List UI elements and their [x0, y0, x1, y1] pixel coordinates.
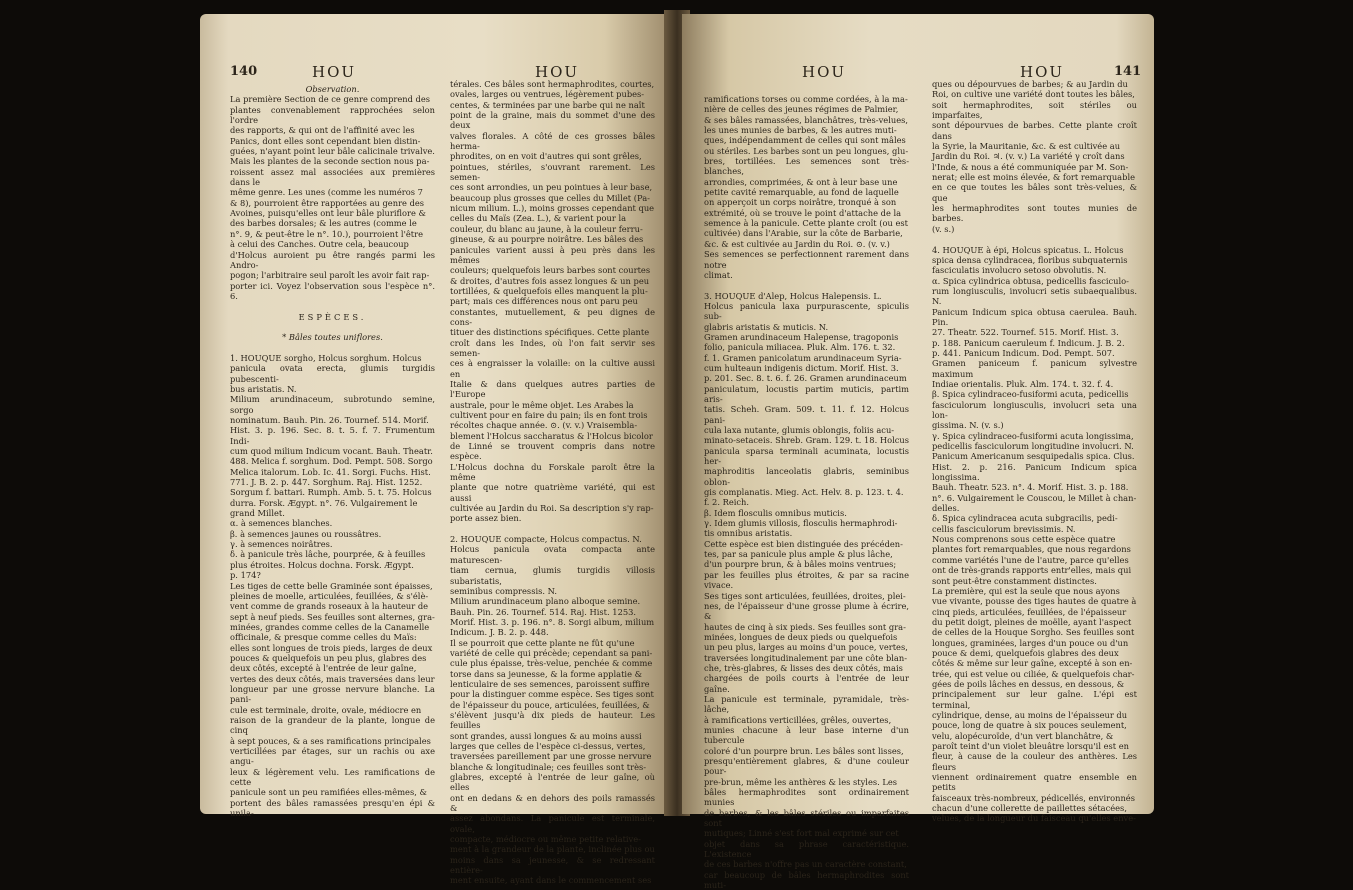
text-line: pouce, long de quatre à six pouces seulement,: [932, 720, 1127, 731]
text-line: tituer des distinctions spécifiques. Cette plante: [450, 327, 650, 338]
text-line: ment ensuite, ayant dans le commencement ses: [450, 875, 652, 886]
text-line: pouce & demi, quelquefois glabres des deux: [932, 647, 1119, 658]
text-line: Mais les plantes de la seconde section nous pa-: [230, 156, 430, 167]
text-line: s'élèvent jusqu'à dix pieds de hauteur. Les feuilles: [450, 709, 655, 731]
text-line: fasciculorum longiusculis, involucri seta una lon-: [932, 399, 1137, 420]
text-line: n°. 9, & peut-être le n°. 10.), pourroient l'être: [230, 228, 423, 239]
text-line: p. 174?: [230, 570, 261, 581]
text-line: gis complanatis. Mieg. Act. Helv. 8. p. 123. t. 4.: [704, 487, 904, 498]
text-line: glabris aristatis & muticis. N.: [704, 321, 829, 332]
text-line: nominatum. Bauh. Pin. 26. Tournef. 514. Morif.: [230, 415, 429, 425]
text-line: Indicum. J. B. 2. p. 448.: [450, 627, 549, 638]
text-line: minées, longues de deux pieds ou quelquefois: [704, 631, 898, 642]
text-line: L'Holcus dochna du Forskale paroît être la même: [450, 461, 655, 483]
text-line: cule est terminale, droite, ovale, médiocre en: [230, 704, 422, 715]
text-line: centes, & terminées par une barbe qui ne naît: [450, 99, 645, 110]
text-line: ces à engraisser la volaille: on la cultive aussi en: [450, 358, 655, 379]
text-line: Les tiges de cette belle Graminée sont épaisses,: [230, 580, 433, 591]
text-line: longues, graminées, larges d'un pouce ou d'un: [932, 637, 1129, 648]
text-line: cultivée au Jardin du Roi. Sa description s'y rap-: [450, 503, 654, 514]
text-line: pouces & quelquefois un peu plus, glabres des: [230, 652, 427, 663]
text-column-2: [932, 79, 1137, 824]
text-line: La première Section de ce genre comprend des: [230, 94, 431, 105]
text-line: tiam cernua, glumis turgidis villosis subaristatis,: [450, 565, 655, 586]
text-line: Panicum Americanum sesquipedalis spica. Clus.: [932, 451, 1135, 462]
text-line: traversées pareillement par une grosse nervure: [450, 751, 652, 762]
text-line: porte assez bien.: [450, 513, 522, 524]
text-line: verticillées par étages, sur un rachis ou axe angu-: [230, 746, 435, 767]
text-line: Ses tiges sont articulées, feuillées, droites, plei-: [704, 590, 906, 601]
text-line: variété de celle qui précède; cependant sa pani-: [450, 647, 653, 658]
text-line: faisceaux très-nombreux, pédicellés, environnés: [932, 792, 1135, 803]
text-line: principalement sur leur gaîne. L'épi est terminal,: [932, 689, 1137, 710]
text-line: δ. à panicule très lâche, pourprée, & à feuilles: [230, 549, 426, 560]
text-line: côtés & même sur leur gaîne, excepté à son en-: [932, 658, 1133, 669]
text-line: panicule sont un peu ramifiées elles-mêmes, &: [230, 787, 427, 798]
text-line: extrémité, où se trouve le point d'attache de la: [704, 207, 902, 218]
text-line: nière de celles des jeunes régimes de Palmier,: [704, 104, 899, 115]
text-line: ovales, larges ou ventrues, légèrement pubes-: [450, 89, 645, 100]
text-line: cum quod milium Indicum vocant. Bauh. Theatr.: [230, 446, 433, 457]
text-line: portent des bâles ramassées presqu'en épi & unila-: [230, 797, 435, 819]
text-line: gissima. N. (v. s.): [932, 420, 1004, 431]
text-line: de celles de la Houque Sorgho. Ses feuilles sont: [932, 627, 1135, 638]
text-line: viennent ordinairement quatre ensemble en petits: [932, 772, 1137, 793]
text-line: leux & légèrement velu. Les ramifications de cette: [230, 766, 435, 788]
text-line: couleurs; quelquefois leurs barbes sont courtes: [450, 265, 651, 276]
text-line: La panicule est terminale, pyramidale, très-lâche,: [704, 693, 909, 715]
text-line: ont de très-grands rapports entr'elles, mais qui: [932, 565, 1132, 576]
text-line: petite cavité remarquable, au fond de laquelle: [704, 187, 899, 198]
text-line: cellis fasciculorum brevissimis. N.: [932, 523, 1076, 534]
text-line: cylindrique, dense, au moins de l'épaisseur du: [932, 709, 1128, 720]
text-line: delles.: [932, 503, 960, 514]
running-header: HOU: [1020, 63, 1065, 81]
text-line: Avoines, puisqu'elles ont leur bâle pluriflore &: [230, 208, 426, 219]
text-line: australe, pour le même objet. Les Arabes la: [450, 399, 634, 410]
text-line: α. Spica cylindrica obtusa, pedicellis fasciculo-: [932, 275, 1129, 286]
text-line: Roi, on cultive une variété dont toutes les bâles,: [932, 89, 1135, 100]
text-line: pleines de moelle, articulées, feuillées, & s'élè-: [230, 590, 429, 601]
text-line: γ. Spica cylindraceo-fusiformi acuta longissima,: [932, 430, 1134, 441]
text-line: [230, 343, 435, 353]
text-line: raison de la grandeur de la plante, longue de cinq: [230, 714, 435, 736]
text-line: on apperçoit un corps noirâtre, tronqué à son: [704, 197, 897, 208]
text-line: même genre. Les unes (comme les numéros 7: [230, 187, 423, 198]
text-line: 3. HOUQUE d'Alep, Holcus Halepensis. L.: [704, 290, 882, 301]
text-line: spica densa cylindracea, floribus subquaternis: [932, 254, 1128, 265]
text-line: compacte, médiocre ou même petite relative-: [450, 834, 641, 845]
text-line: sont grandes, aussi longues & au moins aussi: [450, 730, 642, 741]
text-line: de Linné se trouvent compris dans notre espèce.: [450, 441, 655, 462]
text-line: 1. HOUQUE sorgho, Holcus sorghum. Holcus: [230, 352, 422, 363]
text-line: ESPÈCES.: [298, 311, 367, 322]
text-line: objet dans sa phrase caractéristique. L'existence: [704, 838, 909, 860]
text-line: Panicum Indicum spica obtusa caerulea. Bauh. Pin.: [932, 306, 1137, 327]
text-line: gineuse, & au pourpre noirâtre. Les bâles des: [450, 234, 644, 245]
text-line: lenticulaire de ses semences, paroissent suffire: [450, 678, 650, 689]
text-line: Hist. 2. p. 216. Panicum Indicum spica longissima.: [932, 461, 1137, 483]
text-line: tes, par sa panicule plus ample & plus lâche,: [704, 549, 893, 560]
text-line: plantes convenablement rapprochées selon l'ordre: [230, 104, 435, 126]
right-page: [682, 14, 1154, 890]
text-line: α. à semences blanches.: [230, 518, 333, 529]
text-line: Panics, dont elles sont cependant bien distin-: [230, 135, 421, 146]
text-line: n°. 6. Vulgairement le Couscou, le Millet à chan-: [932, 492, 1137, 503]
text-line: constantes, mutuellement, & peu dignes de cons-: [450, 306, 655, 327]
text-line: folio, panicula miliacea. Pluk. Alm. 176. t. 32.: [704, 342, 896, 353]
text-line: chargées de poils courts à l'entrée de leur gaîne.: [704, 673, 909, 694]
text-line: che, très-glabres, & lisses des deux côtés, mais: [704, 662, 903, 673]
column-lines: [704, 94, 909, 890]
text-line: β. Spica cylindraceo-fusiformi acuta, pedicellis: [932, 389, 1129, 400]
text-line: tortillées, & quelquefois elles manquent la plu-: [450, 285, 648, 296]
text-line: seminibus compressis. N.: [450, 585, 558, 596]
text-line: par les feuilles plus étroites, & par sa racine vivace.: [704, 569, 909, 591]
text-line: γ. à semences noirâtres.: [230, 539, 333, 550]
text-line: de barbes, & les bâles stériles ou imparfaites sont: [704, 807, 909, 829]
text-line: cultivée) dans l'Arabie, sur la côte de Barbarie,: [704, 228, 903, 239]
text-line: Sorgum f. battari. Rumph. Amb. 5. t. 75. Holcus: [230, 487, 432, 498]
text-line: plantes fort remarquables, que nous regardons: [932, 544, 1131, 555]
text-line: ment à la grandeur de la plante, inclinée plus ou: [450, 844, 655, 855]
text-line: car beaucoup de bâles hermaphrodites sont muti-: [704, 869, 909, 890]
column-lines: [932, 79, 1137, 824]
text-line: comme variétés l'une de l'autre, parce qu'elles: [932, 554, 1129, 565]
text-line: panicules varient aussi à peu près dans les mêmes: [450, 244, 655, 265]
text-line: rum longiusculis, involucri setis subaequalibus. N.: [932, 285, 1137, 307]
text-line: ces sont arrondies, un peu pointues à leur base,: [450, 182, 653, 193]
text-line: Holcus panicula laxa purpurascente, spiculis sub-: [704, 300, 909, 322]
text-line: paroît teint d'un violet bleuâtre lorsqu'il est en: [932, 741, 1130, 751]
text-column-1: [230, 84, 435, 819]
running-header: HOU: [802, 63, 847, 81]
text-line: la Syrie, la Mauritanie, &c. & est cultivée au: [932, 141, 1121, 152]
text-line: Milium arundinaceum, subrotundo semine, sorgo: [230, 394, 435, 415]
text-line: gées de poils lâches en dessus, en dessous, &: [932, 678, 1125, 689]
text-line: munies chacune à leur base interne d'un tubercule: [704, 724, 909, 746]
text-line: minées, grandes comme celles de la Canamelle: [230, 621, 430, 632]
section-heading: Observation.: [305, 84, 360, 94]
text-line: Hist. 3. p. 196. Sec. 8. t. 5. f. 7. Frumentum Indi-: [230, 425, 435, 446]
text-line: chacun d'une collerette de paillettes sétacées,: [932, 803, 1127, 814]
text-line: [932, 234, 1137, 244]
text-line: à celui des Canches. Outre cela, beaucoup: [230, 239, 409, 250]
text-line: durra. Forsk. Ægypt. n°. 76. Vulgairement le: [230, 497, 418, 508]
text-line: δ. Spica cylindracea acuta subgracilis, pedi-: [932, 513, 1118, 524]
text-line: pointues, stériles, s'ouvrant rarement. Les semen-: [450, 161, 655, 183]
text-line: & 8), pourroient être rapportées au genre des: [230, 197, 425, 208]
text-line: porter ici. Voyez l'observation sous l'espèce n°. 6.: [230, 280, 435, 301]
text-line: assez abondans. La panicule est terminale, ovale,: [450, 813, 655, 834]
text-line: traversées longitudinalement par une côte blan-: [704, 652, 908, 663]
text-line: térales. Ces bâles sont hermaphrodites, courtes,: [450, 79, 655, 89]
text-line: 771. J. B. 2. p. 447. Sorghum. Raj. Hist. 1252.: [230, 477, 423, 488]
text-line: sont peut-être constamment distinctes.: [932, 575, 1097, 586]
text-line: & droites, d'autres fois assez longues & un peu: [450, 275, 650, 286]
text-line: en ce que toutes les bâles sont très-velues, & que: [932, 182, 1137, 203]
text-line: cultivent pour en faire du pain; ils en font trois: [450, 410, 648, 420]
text-line: ques ou dépourvues de barbes; & au Jardin du: [932, 79, 1128, 89]
text-line: d'un pourpre brun, & à bâles moins ventrues;: [704, 559, 897, 570]
text-line: ques, indépendamment de celles qui sont mâles: [704, 135, 906, 146]
text-line: ou stériles. Les barbes sont un peu longues, glu-: [704, 145, 909, 156]
text-line: blanche & longitudinale; ces feuilles sont très-: [450, 761, 647, 772]
text-line: sept à neuf pieds. Ses feuilles sont alternes, gra-: [230, 611, 435, 622]
text-line: 2. HOUQUE compacte, Holcus compactus. N.: [450, 534, 642, 545]
text-line: mutiques; Linné s'est fort mal exprimé sur cet: [704, 828, 899, 839]
text-line: climat.: [704, 269, 733, 280]
text-line: pedicellis fasciculorum longitudine involucri. N.: [932, 441, 1134, 452]
text-line: γ. Idem glumis villosis, flosculis hermaphrodi-: [704, 518, 898, 529]
text-line: hautes de cinq à six pieds. Ses feuilles sont gra-: [704, 621, 906, 632]
text-line: couleur, du blanc au jaune, à la couleur ferru-: [450, 223, 643, 234]
text-line: longueur par une grosse nervure blanche. La pani-: [230, 683, 435, 705]
text-line: l'Inde, & nous a été communiquée par M. Son-: [932, 161, 1129, 172]
text-line: soit hermaphrodites, soit stériles ou imparfaites,: [932, 99, 1137, 121]
text-line: nes, de l'épaisseur d'une grosse plume à écrire, &: [704, 600, 909, 622]
text-line: minato-setaceis. Shreb. Gram. 129. t. 18. Holcus: [704, 435, 909, 446]
column-lines: [450, 79, 655, 886]
text-line: Ses semences se perfectionnent rarement dans notre: [704, 249, 909, 270]
text-line: paniculatum, locustis partim muticis, partim aris-: [704, 383, 909, 404]
text-line: de ces barbes n'offre pas un caractère constant,: [704, 859, 907, 870]
text-line: à sept pouces, & a ses ramifications principales: [230, 735, 431, 746]
text-line: f. 1. Gramen panicolatum arundinaceum Syria-: [704, 352, 902, 363]
text-line: velu, alopécuroïde, d'un vert blanchâtre, &: [932, 730, 1114, 741]
text-line: tis omnibus aristatis.: [704, 528, 793, 539]
text-line: La première, qui est la seule que nous ayons: [932, 585, 1120, 596]
text-line: celles du Maïs (Zea. L.), & varient pour la: [450, 213, 627, 224]
text-line: d'Holcus auroient pu être rangés parmi les Andro-: [230, 249, 435, 270]
text-line: pogon; l'arbitraire seul paroît les avoir fait rap-: [230, 270, 430, 281]
text-line: grand Millet.: [230, 508, 285, 519]
text-line: beaucoup plus grosses que celles du Millet (Pa-: [450, 192, 650, 203]
text-line: part; mais ces différences nous ont paru peu: [450, 296, 638, 307]
column-lines: [230, 94, 435, 818]
text-line: p. 201. Sec. 8. t. 6. f. 26. Gramen arundinaceum: [704, 373, 907, 384]
text-line: vertes des deux côtés, mais traversées dans leur: [230, 673, 435, 684]
text-line: (v. s.): [932, 223, 955, 234]
text-line: p. 441. Panicum Indicum. Dod. Pempt. 507.: [932, 347, 1115, 358]
text-line: Nous comprenons sous cette espèce quatre: [932, 534, 1116, 545]
text-line: guées, n'ayant point leur bâle calicinale trivalve.: [230, 146, 435, 157]
text-line: ont en dedans & en dehors des poils ramassés &: [450, 792, 655, 814]
text-line: f. 2. Reich.: [704, 497, 750, 508]
text-line: Morif. Hist. 3. p. 196. n°. 8. Sorgi album, milium: [450, 616, 655, 627]
text-line: [704, 280, 909, 290]
text-line: 488. Melica f. sorghum. Dod. Pempt. 508. Sorgo: [230, 456, 433, 467]
text-line: p. 188. Panicum caeruleum f. Indicum. J. B. 2.: [932, 337, 1125, 348]
text-line: semence à la panicule. Cette plante croît (ou est: [704, 218, 908, 229]
text-line: valves florales. A côté de ces grosses bâles herma-: [450, 130, 655, 152]
text-line: pre-brun, même les anthères & les styles. Les: [704, 776, 898, 787]
text-line: blement l'Holcus saccharatus & l'Holcus bicolor: [450, 430, 653, 441]
text-line: bres, tortillées. Les semences sont très-blanches,: [704, 156, 909, 177]
text-line: arrondies, comprimées, & ont à leur base une: [704, 176, 898, 187]
text-line: plus étroites. Holcus dochna. Forsk. Ægypt.: [230, 559, 414, 570]
text-line: β. à semences jaunes ou roussâtres.: [230, 528, 382, 539]
text-line: des rapports, & qui ont de l'affinité avec les: [230, 125, 415, 136]
text-line: Milium arundinaceum plano alboque semine.: [450, 596, 641, 607]
text-line: fleur, à cause de la couleur des anthères. Les fleurs: [932, 751, 1137, 772]
text-line: Italie & dans quelques autres parties de l'Europe: [450, 378, 655, 400]
text-line: velues, de la longueur du faisceau qu'elles enve-: [932, 813, 1136, 824]
text-line: sont dépourvues de barbes. Cette plante croît dans: [932, 120, 1137, 141]
text-line: [450, 524, 655, 534]
text-line: bus aristatis. N.: [230, 383, 297, 394]
text-line: elles sont longues de trois pieds, larges de deux: [230, 642, 433, 653]
text-line: du petit doigt, pleines de moëlle, ayant l'aspect: [932, 616, 1132, 627]
text-line: Jardin du Roi. ♃. (v. v.) La variété γ croît dans: [932, 151, 1125, 162]
text-line: cule plus épaisse, très-velue, penchée & comme: [450, 658, 653, 669]
text-line: tatis. Scheh. Gram. 509. t. 11. f. 12. Holcus pani-: [704, 404, 909, 425]
text-line: & ses bâles ramassées, blanchâtres, très-velues,: [704, 114, 909, 125]
text-line: panicula ovata erecta, glumis turgidis pubescenti-: [230, 363, 435, 384]
text-line: Melica italorum. Lob. Ic. 41. Sorgi. Fuchs. Hist.: [230, 466, 431, 477]
text-line: cula laxa nutante, glumis oblongis, foliis acu-: [704, 425, 895, 435]
left-page: [200, 14, 670, 886]
text-line: à ramifications verticillées, grêles, ouvertes,: [704, 714, 892, 725]
text-line: Bauh. Theatr. 523. n°. 4. Morif. Hist. 3. p. 188.: [932, 482, 1129, 493]
text-line: trée, qui est velue ou ciliée, & quelquefois char-: [932, 668, 1135, 679]
text-line: moins dans sa jeunesse, & se redressant entière-: [450, 854, 655, 876]
text-line: vent comme de grands roseaux à la hauteur de: [230, 601, 429, 612]
text-line: presqu'entièrement glabres, & d'une couleur pour-: [704, 756, 909, 777]
running-header: HOU: [312, 63, 357, 81]
text-line: ramifications torses ou comme cordées, à la ma-: [704, 94, 908, 104]
text-line: bâles hermaphrodites sont ordinairement munies: [704, 787, 909, 808]
text-line: officinale, & presque comme celles du Maïs:: [230, 632, 417, 643]
text-line: de l'épaisseur du pouce, articulées, feuillées, &: [450, 699, 650, 710]
text-line: croît dans les Indes, où l'on fait servir ses semen-: [450, 337, 655, 358]
text-line: Cette espèce est bien distinguée des précéden-: [704, 538, 903, 549]
text-column-2: [450, 79, 655, 886]
text-line: [230, 322, 435, 332]
text-line: panicula sparsa terminali acuminata, locustis her-: [704, 445, 909, 467]
text-column-1: [704, 94, 909, 890]
text-line: deux côtés, excepté à l'entrée de leur gaîne,: [230, 663, 417, 674]
page-number: 141: [1114, 64, 1142, 79]
text-line: les hermaphrodites sont toutes munies de barbes.: [932, 203, 1137, 224]
text-line: β. Idem flosculis omnibus muticis.: [704, 507, 847, 518]
text-line: torse dans sa jeunesse, & la forme applatie &: [450, 668, 643, 679]
text-line: * Bâles toutes uniflores.: [282, 332, 383, 343]
text-line: Bauh. Pin. 26. Tournef. 514. Raj. Hist. 1253.: [450, 606, 637, 617]
text-line: Gramen arundinaceum Halepense, tragoponis: [704, 331, 899, 342]
text-line: &c. & est cultivée au Jardin du Roi. ⊙. (v. v.): [704, 238, 890, 249]
text-line: vue vivante, pousse des tiges hautes de quatre à: [932, 596, 1137, 607]
text-line: 27. Theatr. 522. Tournef. 515. Morif. Hist. 3.: [932, 327, 1119, 338]
text-line: les unes munies de barbes, & les autres muti-: [704, 125, 897, 136]
text-line: pour la distinguer comme espèce. Ses tiges sont: [450, 689, 654, 700]
text-line: maphroditis lanceolatis glabris, seminibus oblon-: [704, 466, 909, 487]
text-line: plante que notre quatrième variété, qui est aussi: [450, 482, 655, 503]
text-line: glabres, excepté à l'entrée de leur gaîne, où elles: [450, 772, 655, 793]
text-line: Indiae orientalis. Pluk. Alm. 174. t. 32. f. 4.: [932, 378, 1114, 389]
text-line: des barbes dorsales; & les autres (comme le: [230, 218, 417, 229]
text-line: récoltes chaque année. ⊙. (v. v.) Vraisembla-: [450, 420, 638, 431]
text-line: roissent assez mal associées aux premières dans le: [230, 166, 435, 188]
text-line: cum hulteaun indigenis dictum. Morif. Hist. 3.: [704, 362, 899, 373]
running-header: HOU: [535, 63, 580, 81]
text-line: nerat; elle est moins élevée, & fort remarquable: [932, 172, 1136, 183]
page-number: 140: [230, 64, 258, 79]
text-line: fasciculatis involucro setoso obvolutis. N.: [932, 265, 1107, 276]
text-line: Holcus panicula ovata compacta ante maturescen-: [450, 544, 655, 565]
text-line: larges que celles de l'espèce ci-dessus, vertes,: [450, 741, 646, 751]
text-line: phrodites, on en voit d'autres qui sont grêles,: [450, 151, 642, 162]
text-line: un peu plus, larges au moins d'un pouce, vertes,: [704, 642, 908, 653]
text-line: Gramen paniceum f. panicum sylvestre maximum: [932, 358, 1137, 379]
text-line: Il se pourroit que cette plante ne fût qu'une: [450, 637, 635, 648]
text-line: nicum milium. L.), moins grosses cependant que: [450, 203, 655, 214]
text-line: point de la graine, mais du sommet d'une des deux: [450, 110, 655, 131]
text-line: coloré d'un pourpre brun. Les bâles sont lisses,: [704, 745, 904, 756]
text-line: [230, 301, 435, 311]
text-line: 4. HOUQUE à épi, Holcus spicatus. L. Holcus: [932, 244, 1124, 255]
text-line: cinq pieds, articulées, feuillées, de l'épaisseur: [932, 606, 1127, 617]
